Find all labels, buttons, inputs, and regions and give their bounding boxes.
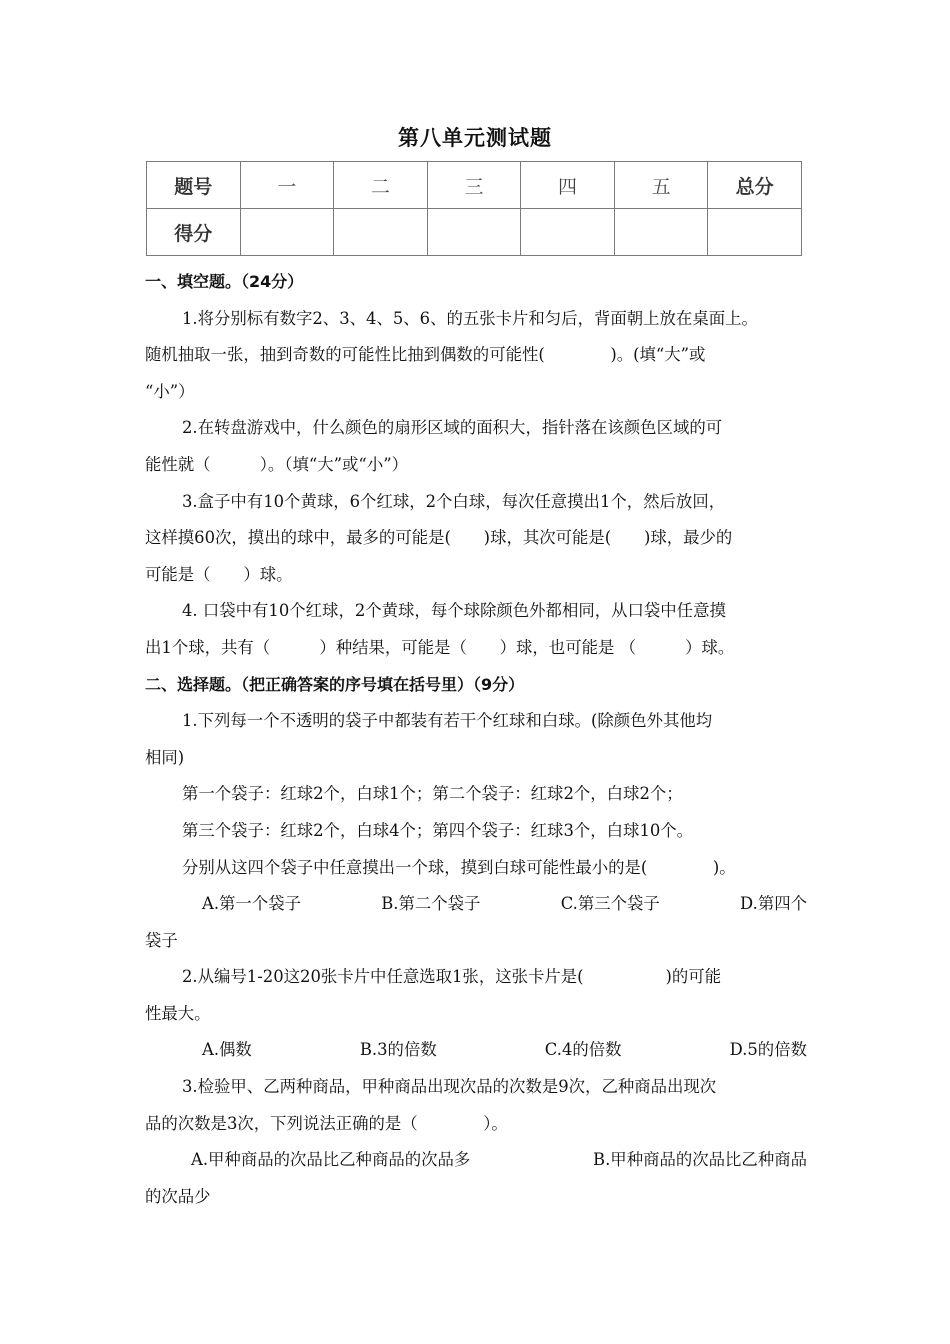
score-cell-4 (521, 209, 615, 256)
s2-q1-line4: 第三个袋子：红球2个，白球4个；第四个袋子：红球3个，白球10个。 (182, 820, 694, 840)
option-b: B.3的倍数 (359, 1040, 437, 1060)
score-cell-2 (334, 209, 428, 256)
s2-q2-line1: 2.从编号1-20这20张卡片中任意选取1张，这张卡片是( )的可能 (182, 967, 722, 987)
page-title: 第八单元测试题 (398, 126, 552, 150)
s1-q2-line2: 能性就（ ）。（填“大”或“小”） (145, 454, 408, 474)
s2-q1-line3: 第一个袋子：红球2个，白球1个；第二个袋子：红球2个，白球2个； (182, 784, 683, 804)
s2-q2-options (145, 1032, 807, 1069)
score-table (146, 161, 802, 256)
option-b: B.第二个袋子 (381, 894, 481, 914)
s1-q3-line1: 3.盒子中有10个黄球，6个红球，2个白球，每次任意摸出1个，然后放回， (182, 491, 726, 511)
s2-q3-line2: 品的次数是3次，下列说法正确的是（ ）。 (145, 1113, 508, 1133)
s2-q1-line5: 分别从这四个袋子中任意摸出一个球，摸到白球可能性最小的是( )。 (182, 857, 736, 877)
score-row-label: 得分 (147, 209, 241, 256)
section-2-heading: 二、选择题。（把正确答案的序号填在括号里）（9分） (145, 674, 525, 694)
score-cell-1 (240, 209, 334, 256)
s1-q1-line2: 随机抽取一张，抽到奇数的可能性比抽到偶数的可能性( )。(填“大”或 (145, 345, 706, 365)
s2-q1-option-wrap: 袋子 (145, 930, 178, 950)
score-table-header-cell: 总分 (708, 162, 802, 209)
option-a: A.甲种商品的次品比乙种商品的次品多 (191, 1150, 471, 1170)
section-1-heading: 一、填空题。（24分） (145, 272, 304, 291)
option-a: A.偶数 (202, 1040, 252, 1060)
score-table-score-row (147, 209, 802, 256)
score-cell-total (708, 209, 802, 256)
score-table-header-cell: 四 (521, 162, 615, 209)
score-table-header-cell: 一 (240, 162, 334, 209)
s1-q4-line1: 4. 口袋中有10个红球，2个黄球，每个球除颜色外都相同，从口袋中任意摸 (182, 601, 726, 621)
s1-q2-line1: 2.在转盘游戏中，什么颜色的扇形区域的面积大，指针落在该颜色区域的可 (182, 418, 723, 438)
option-b: B.甲种商品的次品比乙种商品 (593, 1150, 807, 1170)
score-cell-5 (614, 209, 708, 256)
score-table-header-row (147, 162, 802, 209)
option-c: C.第三个袋子 (560, 894, 660, 914)
s1-q4-line2: 出1个球，共有（ ）种结果，可能是（ ）球，也可能是 （ ）球。 (145, 637, 735, 657)
s1-q1-line1: 1.将分别标有数字2、3、4、5、6、的五张卡片和匀后，背面朝上放在桌面上。 (182, 308, 758, 328)
s1-q3-line2: 这样摸60次，摸出的球中，最多的可能是( )球，其次可能是( )球，最少的 (145, 528, 733, 548)
s2-q1-options (145, 886, 807, 923)
s2-q3-line1: 3.检验甲、乙两种商品，甲种商品出现次品的次数是9次，乙种商品出现次 (182, 1077, 717, 1097)
s2-q2-line2: 性最大。 (145, 1003, 211, 1023)
s2-q3-option-wrap: 的次品少 (145, 1186, 211, 1206)
s1-q3-line3: 可能是（ ）球。 (145, 564, 293, 584)
option-d: D.5的倍数 (729, 1040, 807, 1060)
option-c: C.4的倍数 (544, 1040, 622, 1060)
s1-q1-line3: “小”） (145, 381, 195, 401)
exam-content (145, 264, 807, 1215)
score-table-header-cell: 题号 (147, 162, 241, 209)
score-table-header-cell: 五 (614, 162, 708, 209)
s2-q1-line1: 1.下列每一个不透明的袋子中都装有若干个红球和白球。(除颜色外其他均 (182, 711, 713, 731)
score-table-header-cell: 三 (427, 162, 521, 209)
score-table-header-cell: 二 (334, 162, 428, 209)
option-a: A.第一个袋子 (202, 894, 301, 914)
s2-q3-options (145, 1142, 807, 1179)
s2-q1-line2: 相同) (145, 747, 185, 767)
score-cell-3 (427, 209, 521, 256)
option-d: D.第四个 (740, 894, 807, 914)
